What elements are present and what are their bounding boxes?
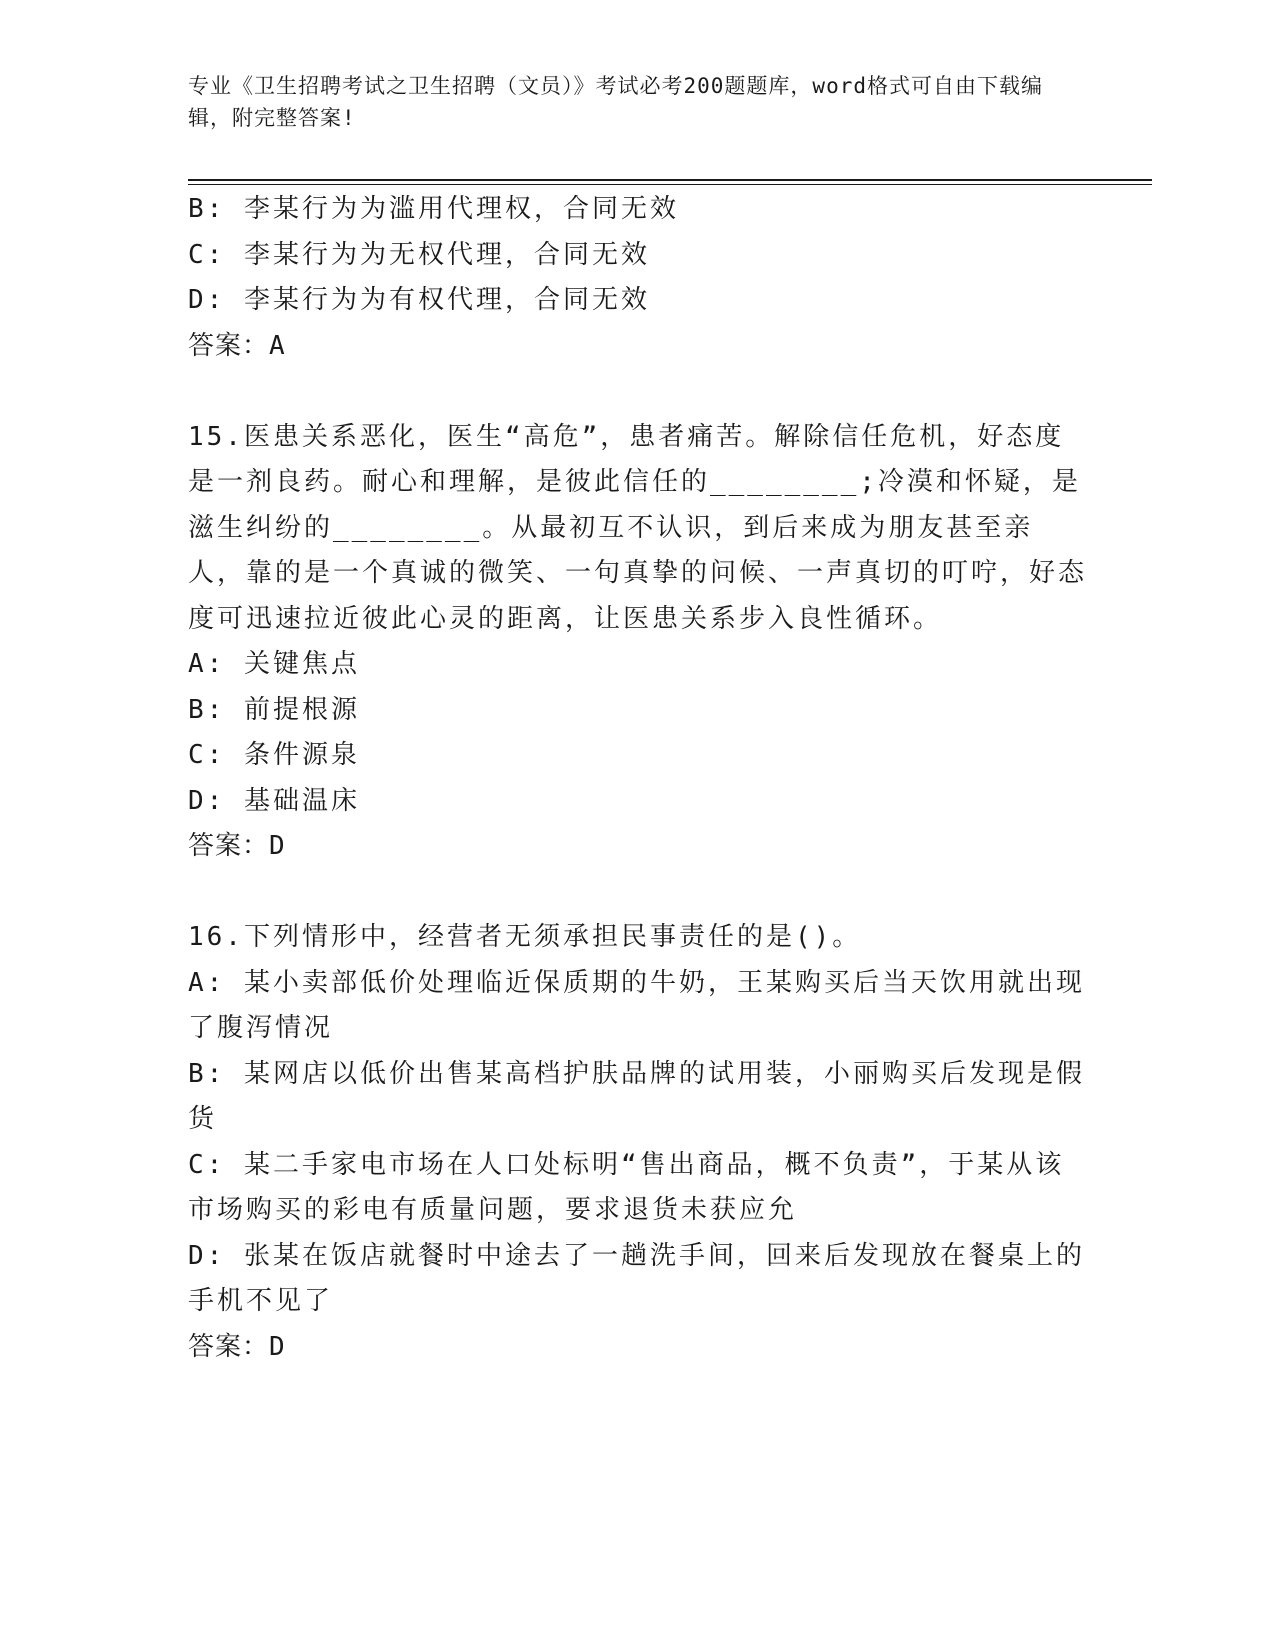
option-b: B: 某网店以低价出售某高档护肤品牌的试用装，小丽购买后发现是假货	[188, 1058, 1085, 1134]
option-b: B: 李某行为为滥用代理权，合同无效	[188, 194, 679, 224]
prev-question-block	[188, 187, 1088, 369]
spacer	[188, 369, 1088, 415]
question-stem: 15.医患关系恶化，医生“高危”，患者痛苦。解除信任危机，好态度是一剂良药。耐心和理解，是彼此信任的________;冷漠和怀疑，是滋生纠纷的________。从最初互不认识，到后来成为朋友甚至亲人，靠的是一个真诚的微笑、一句真挚的问候、一声真切的叮咛，好态度可迅速拉近彼此心灵的距离，让医患关系步入良性循环。	[188, 421, 1088, 634]
answer-line: 答案：A	[188, 330, 286, 361]
question-16-block	[188, 915, 1088, 1370]
spacer	[188, 870, 1088, 916]
page-header	[188, 70, 1068, 134]
question-15-block	[188, 415, 1088, 870]
answer-line: 答案：D	[188, 1331, 286, 1362]
answer-line: 答案：D	[188, 831, 286, 861]
option-a: A: 某小卖部低价处理临近保质期的牛奶，王某购买后当天饮用就出现了腹泻情况	[188, 967, 1085, 1043]
option-c: C: 李某行为为无权代理，合同无效	[188, 239, 650, 270]
header-text: 专业《卫生招聘考试之卫生招聘（文员）》考试必考200题题库，word格式可自由下载编辑，附完整答案!	[188, 74, 1043, 130]
option-c: C: 条件源泉	[188, 740, 360, 770]
question-stem: 16.下列情形中，经营者无须承担民事责任的是()。	[188, 922, 862, 952]
document-body	[188, 187, 1088, 1370]
option-d: D: 张某在饭店就餐时中途去了一趟洗手间，回来后发现放在餐桌上的手机不见了	[188, 1240, 1085, 1316]
option-a: A: 关键焦点	[188, 649, 360, 679]
option-c: C: 某二手家电市场在人口处标明“售出商品，概不负责”，于某从该市场购买的彩电有质量问题，要求退货未获应允	[188, 1149, 1065, 1225]
option-d: D: 基础温床	[188, 785, 360, 816]
header-divider	[188, 179, 1152, 185]
option-d: D: 李某行为为有权代理，合同无效	[188, 285, 650, 315]
option-b: B: 前提根源	[188, 694, 360, 725]
